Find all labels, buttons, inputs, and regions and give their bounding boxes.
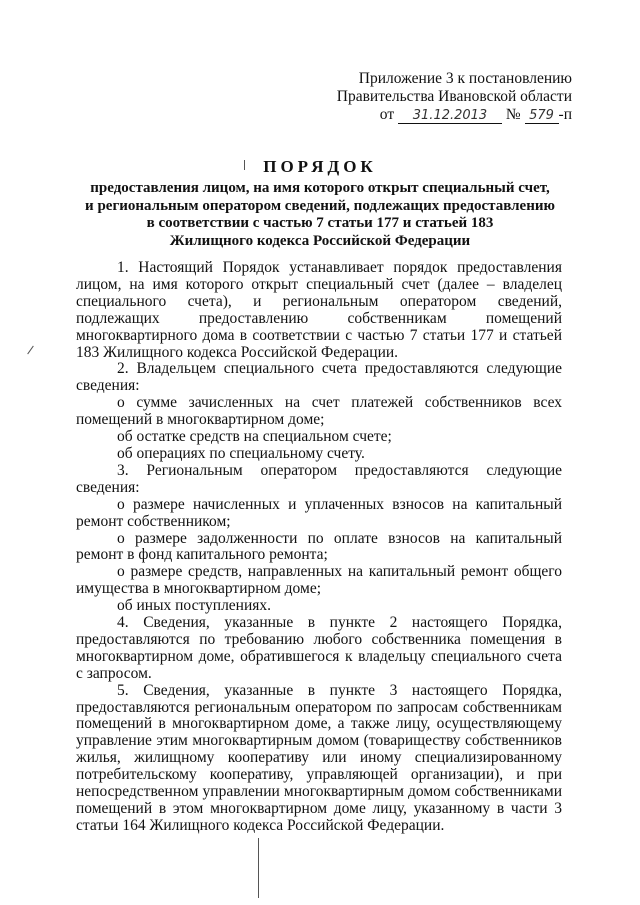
subtitle-line: в соответствии с частью 7 статьи 177 и статьей 183 bbox=[146, 215, 494, 231]
paragraph-2-item-balance: об остатке средств на специальном счете; bbox=[117, 428, 392, 446]
document-subtitle bbox=[70, 180, 570, 250]
header-number-suffix: -п bbox=[558, 106, 572, 123]
scan-mark bbox=[27, 346, 34, 355]
header-line-appendix: Приложение 3 к постановлению bbox=[358, 70, 572, 87]
paragraph-5: 5. Сведения, указанные в пункте 3 настоящего Порядка, предоставляются региональным оператором по запросам собственникам помещений в многоквартирном доме, а также лицу, осуществляющему управление этим многоквартирным домом (товариществу собственников жилья, жилищному кооперативу или иному специализированному потребительскому кооперативу, управляющей организации), и при непосредственном управлении многоквартирным домом собственниками помещений в этом многоквартирном доме лицу, указанному в части 3 статьи 164 Жилищного кодекса Российской Федерации. bbox=[76, 681, 562, 834]
paragraph-2: 2. Владельцем специального счета предоставляются следующие сведения: bbox=[76, 360, 562, 395]
header-number-sign: № bbox=[505, 106, 521, 123]
paragraph-1: 1. Настоящий Порядок устанавливает порядок предоставления лицом, на имя которого открыт специальный счет (далее – владелец специального счета), и региональным оператором сведений, подлежащих предоставлению собственникам помещений многоквартирного дома в соответствии с частью 7 статьи 177 и статьей 183 Жилищного кодекса Российской Федерации. bbox=[76, 259, 562, 361]
header-date-number-line bbox=[337, 106, 572, 124]
document-header bbox=[337, 70, 572, 124]
header-ot-label: от bbox=[379, 106, 395, 123]
document-title: ПОРЯДОК bbox=[263, 157, 377, 176]
scan-mark bbox=[258, 838, 259, 898]
paragraph-2-item-sum: о сумме зачисленных на счет платежей собственников всех помещений в многоквартирном доме; bbox=[76, 394, 562, 429]
subtitle-line: и региональным оператором сведений, подлежащих предоставлению bbox=[85, 197, 555, 214]
paragraph-3-item-other: об иных поступлениях. bbox=[117, 597, 272, 615]
subtitle-line: Жилищного кодекса Российской Федерации bbox=[169, 232, 471, 249]
paragraph-3-item-funds: о размере средств, направленных на капитальный ремонт общего имущества в многоквартирном доме; bbox=[76, 563, 562, 598]
document-body bbox=[76, 260, 562, 835]
header-line-government: Правительства Ивановской области bbox=[336, 88, 572, 105]
paragraph-3-item-debt: о размере задолженности по оплате взносов на капитальный ремонт в фонд капитального ремонта; bbox=[76, 529, 562, 564]
subtitle-line: предоставления лицом, на имя которого открыт специальный счет, bbox=[90, 180, 550, 196]
handwritten-number: 579 bbox=[525, 109, 559, 124]
paragraph-3: 3. Региональным оператором предоставляются следующие сведения: bbox=[76, 461, 562, 496]
paragraph-2-item-operations: об операциях по специальному счету. bbox=[117, 444, 365, 462]
paragraph-4: 4. Сведения, указанные в пункте 2 настоящего Порядка, предоставляются по требованию любого собственника помещения в многоквартирном доме, обратившегося к владельцу специального счета с запросом. bbox=[76, 614, 562, 682]
paragraph-3-item-contributions: о размере начисленных и уплаченных взносов на капитальный ремонт собственником; bbox=[76, 495, 562, 530]
handwritten-date: 31.12.2013 bbox=[398, 109, 502, 124]
scan-mark bbox=[244, 160, 245, 170]
